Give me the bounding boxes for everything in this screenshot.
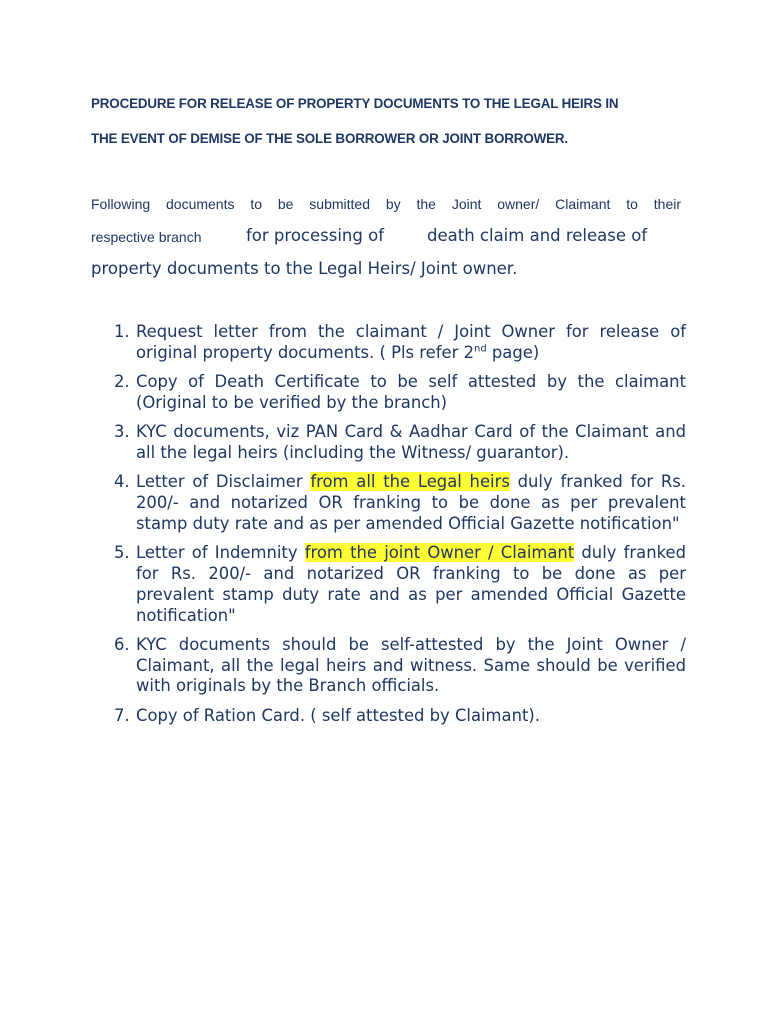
item-text-end: page) <box>486 342 540 362</box>
highlighted-text: from all the Legal heirs <box>310 472 510 492</box>
list-item <box>96 422 686 464</box>
list-item <box>96 372 686 414</box>
list-item <box>96 706 686 727</box>
item-text: KYC documents should be self-attested by the Joint Owner / Claimant, all the legal heirs and witness. Same should be verified with originals by the Branch officials. <box>136 634 686 696</box>
item-text: Copy of Ration Card. ( self attested by Claimant). <box>136 705 540 725</box>
intro-line-2-small: respective branch <box>91 229 202 245</box>
item-text-end: duly franked for Rs. 200/- and notarized OR franking to be done as per prevalent stamp duty rate and as per amended Official Gazette notification" <box>136 472 686 533</box>
list-item <box>96 635 686 697</box>
item-text: Copy of Death Certificate to be self attested by the claimant (Original to be verified by the branch) <box>136 372 686 412</box>
item-text: KYC documents, viz PAN Card & Aadhar Card of the Claimant and all the legal heirs (including the Witness/ guarantor). <box>136 422 686 462</box>
intro-line-2-b: death claim and release of <box>427 226 648 245</box>
title-line-2: THE EVENT OF DEMISE OF THE SOLE BORROWER OR JOINT BORROWER. <box>91 131 568 146</box>
list-item <box>96 322 686 364</box>
item-number: 4. <box>114 472 130 492</box>
list-item <box>96 543 686 626</box>
item-text: Request letter from the claimant / Joint Owner for release of original property documents. ( Pls refer 2 <box>136 322 686 362</box>
item-number: 3. <box>114 422 130 442</box>
intro-line-3: property documents to the Legal Heirs/ Joint owner. <box>91 259 518 278</box>
item-number: 6. <box>114 634 130 654</box>
item-number: 5. <box>114 543 130 563</box>
item-superscript: nd <box>474 343 487 355</box>
title-line-1: PROCEDURE FOR RELEASE OF PROPERTY DOCUMENTS TO THE LEGAL HEIRS IN <box>91 96 619 111</box>
list-item <box>96 472 686 534</box>
documents-list <box>96 322 686 735</box>
item-number: 7. <box>114 705 130 725</box>
item-text: Letter of Indemnity <box>136 543 305 563</box>
item-text-end: duly franked for Rs. 200/- and notarized OR franking to be done as per prevalent stamp duty rate and as per amended Official Gazette notification" <box>136 543 686 625</box>
intro-line-1: Following documents to be submitted by the Joint owner/ Claimant to their <box>91 196 681 212</box>
intro-line-2-a: for processing of <box>246 226 385 245</box>
item-number: 1. <box>114 322 130 341</box>
highlighted-text: from the joint Owner / Claimant <box>304 543 575 563</box>
item-text: Letter of Disclaimer <box>136 472 311 492</box>
item-number: 2. <box>114 372 130 392</box>
